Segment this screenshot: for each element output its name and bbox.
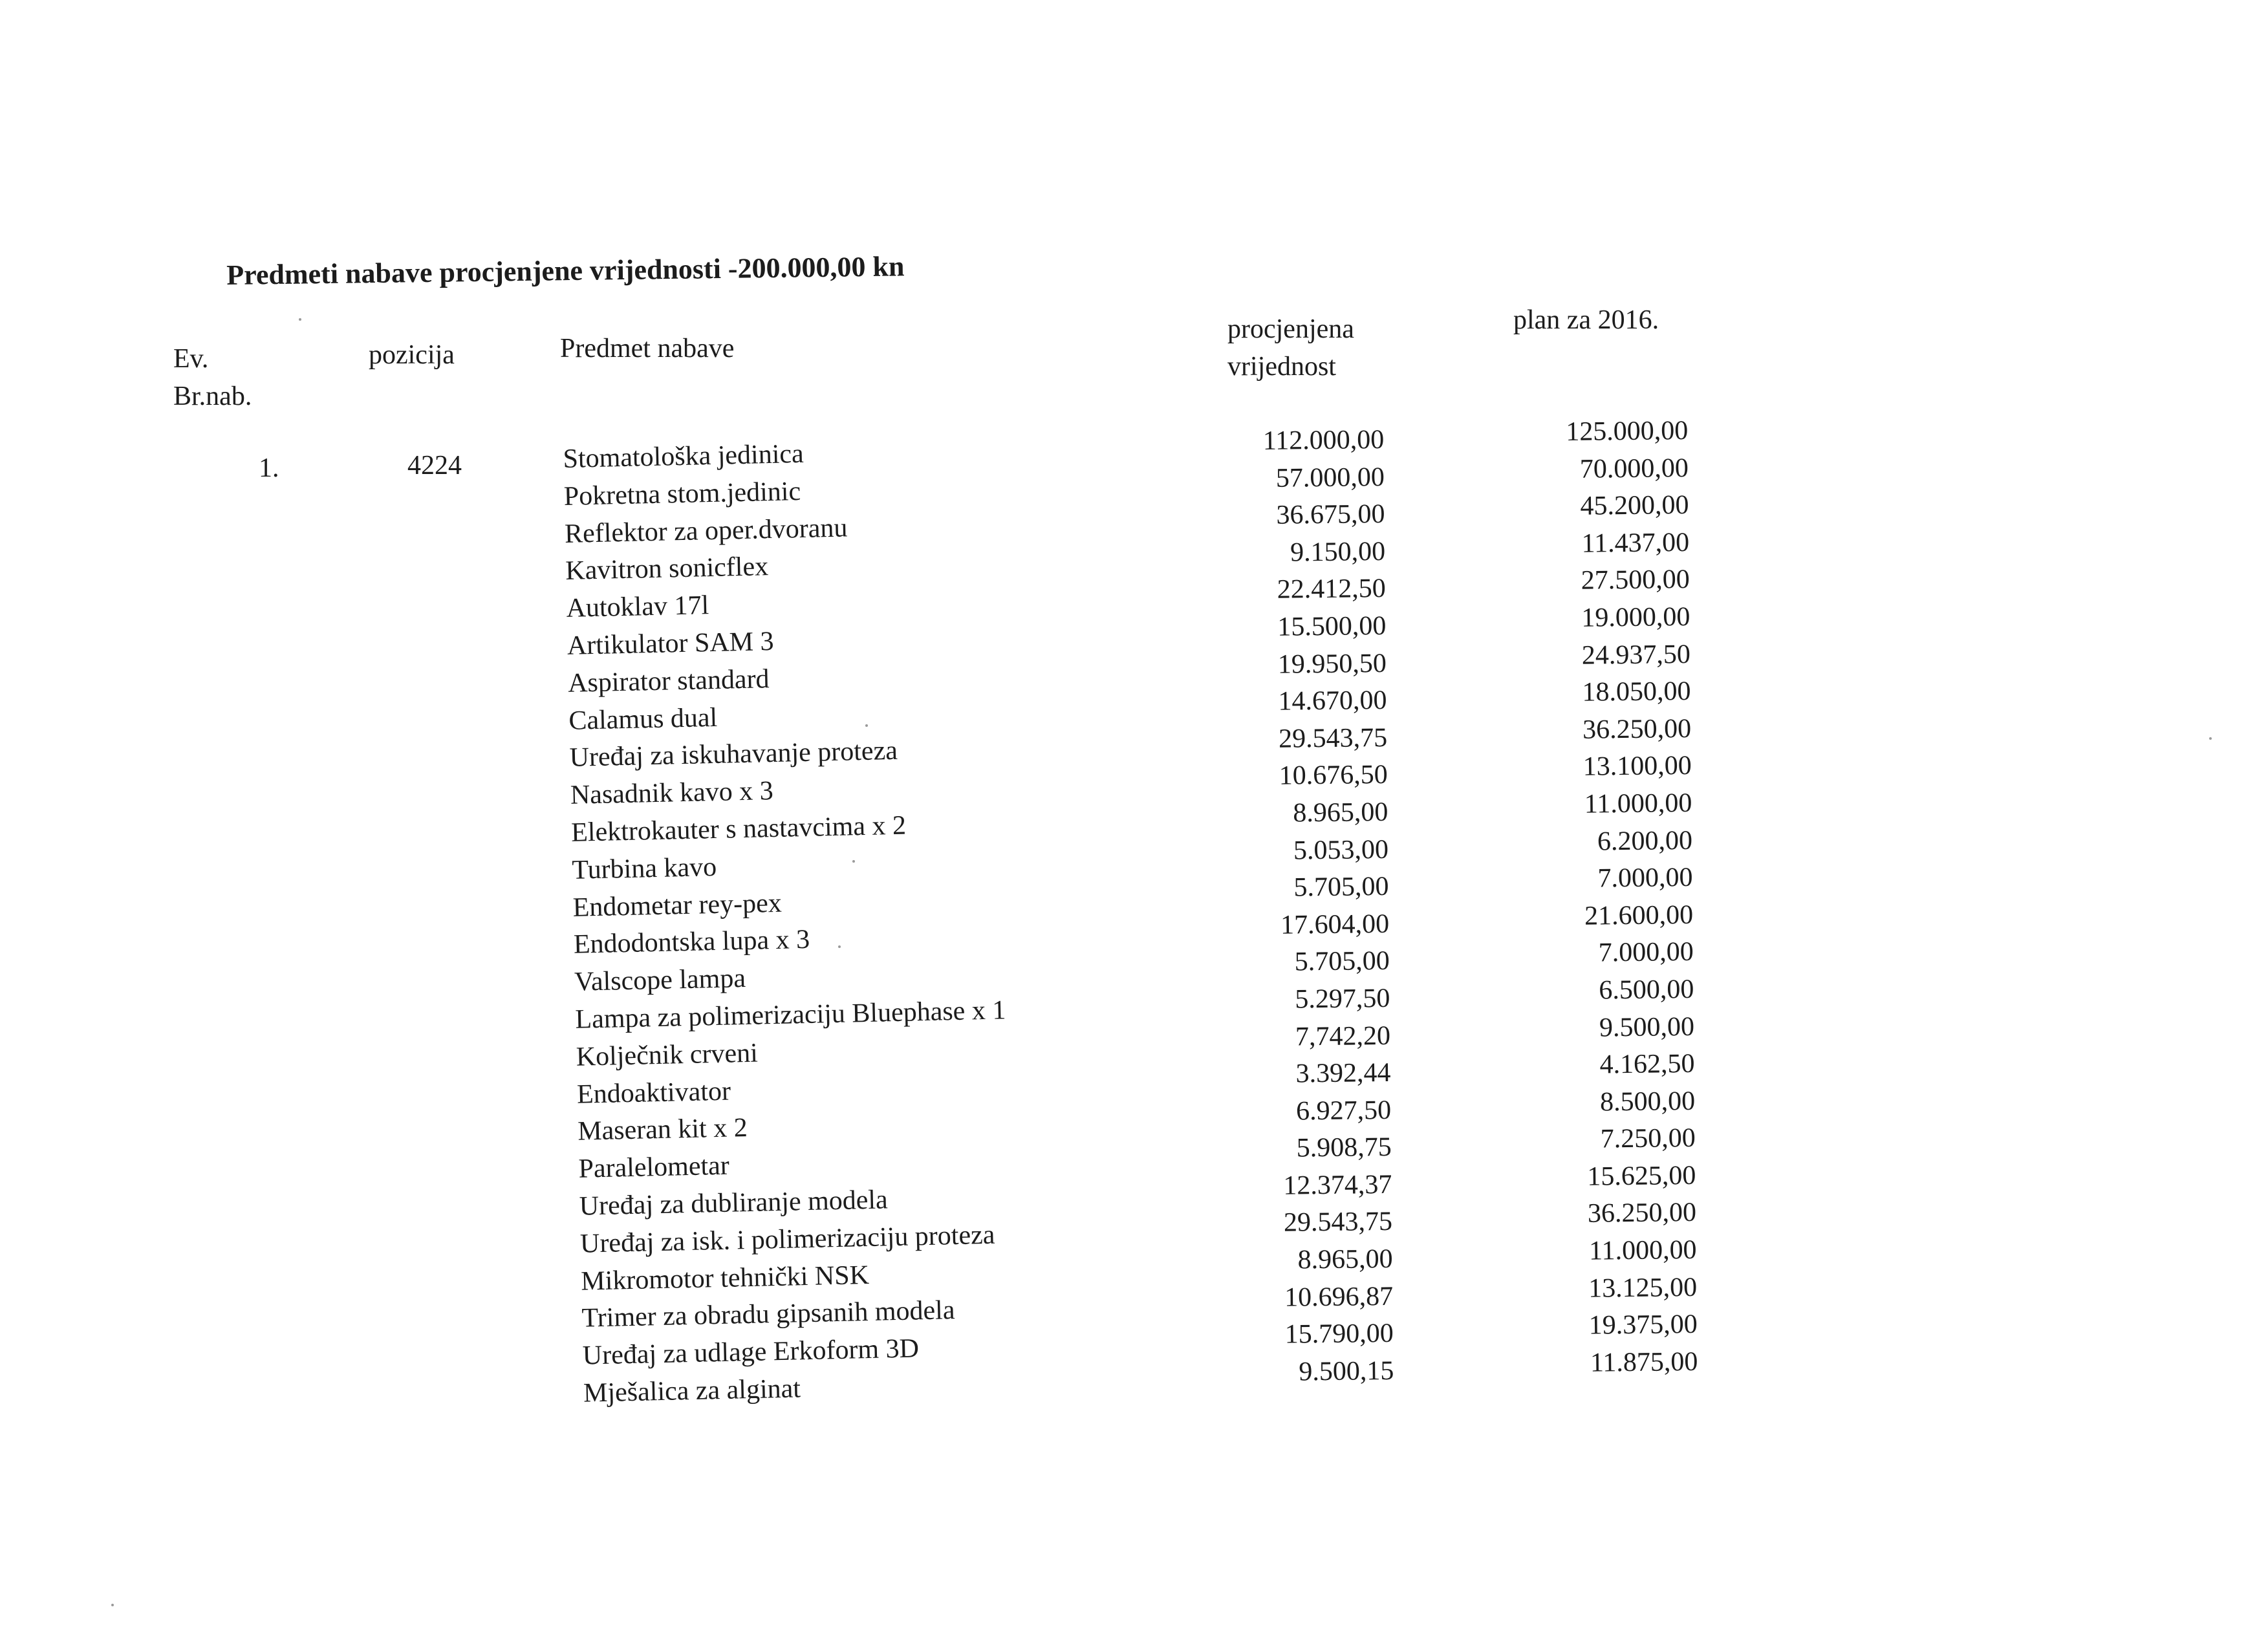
plan-value: 70.000,00 <box>1579 453 1689 484</box>
plan-value: 11.875,00 <box>1590 1346 1698 1378</box>
procjenjena-value: 19.950,50 <box>1277 648 1387 680</box>
plan-value: 125.000,00 <box>1566 415 1689 447</box>
header-pozicija: pozicija <box>369 340 455 370</box>
plan-value: 27.500,00 <box>1581 565 1690 596</box>
plan-value: 15.625,00 <box>1587 1160 1696 1192</box>
plan-value: 7.250,00 <box>1600 1123 1696 1154</box>
header-procjenjena-line2: vrijednost <box>1227 352 1336 382</box>
item-name: Nasadnik kavo x 3 <box>570 776 774 811</box>
procjenjena-value: 5.908,75 <box>1296 1132 1392 1163</box>
procjenjena-value: 22.412,50 <box>1277 574 1386 605</box>
plan-value: 4.162,50 <box>1599 1049 1695 1080</box>
item-name: Autoklav 17l <box>566 590 709 624</box>
plan-value: 36.250,00 <box>1582 713 1692 745</box>
header-ev-line1: Ev. <box>173 344 209 374</box>
item-name: Uređaj za udlage Erkoform 3D <box>582 1333 920 1371</box>
document-title: Predmeti nabave procjenjene vrijednosti -200.000,00 kn <box>226 250 905 291</box>
procjenjena-value: 14.670,00 <box>1278 685 1387 717</box>
plan-value: 9.500,00 <box>1599 1011 1695 1042</box>
plan-value: 19.375,00 <box>1588 1310 1698 1341</box>
procjenjena-value: 29.543,75 <box>1278 722 1388 754</box>
item-name: Uređaj za dubliranje modela <box>579 1185 889 1222</box>
scan-speck <box>299 318 301 321</box>
plan-value: 13.125,00 <box>1588 1272 1698 1304</box>
item-name: Mješalica za alginat <box>583 1374 801 1408</box>
item-name: Endoaktivator <box>576 1076 731 1110</box>
procjenjena-value: 6.927,50 <box>1295 1095 1392 1126</box>
row-pozicija: 4224 <box>407 451 462 480</box>
procjenjena-value: 5.705,00 <box>1293 872 1389 903</box>
item-name: Endometar rey-pex <box>572 888 783 923</box>
item-name: Turbina kavo <box>571 852 717 885</box>
procjenjena-value: 57.000,00 <box>1275 462 1385 493</box>
procjenjena-value: 29.543,75 <box>1283 1207 1393 1238</box>
plan-value: 21.600,00 <box>1584 900 1694 931</box>
item-name: Pokretna stom.jedinic <box>563 476 801 512</box>
header-procjenjena-vrijednost <box>1227 310 1354 385</box>
procjenjena-value: 36.675,00 <box>1276 499 1385 530</box>
item-name: Valscope lampa <box>574 964 746 997</box>
item-name: Aspirator standard <box>567 663 770 698</box>
plan-value: 11.000,00 <box>1588 1234 1697 1266</box>
procjenjena-value: 7,742,20 <box>1295 1020 1391 1051</box>
procjenjena-value: 10.676,50 <box>1279 760 1388 792</box>
plan-value: 13.100,00 <box>1582 751 1692 782</box>
procjenjena-column <box>1209 422 1394 1392</box>
procjenjena-value: 10.696,87 <box>1284 1281 1394 1313</box>
procjenjena-value: 3.392,44 <box>1295 1058 1391 1089</box>
plan-value: 6.500,00 <box>1599 974 1694 1006</box>
procjenjena-value: 5.053,00 <box>1293 834 1389 866</box>
header-plan-2016: plan za 2016. <box>1513 305 1659 335</box>
plan-value: 7.000,00 <box>1597 863 1693 894</box>
procjenjena-value: 5.297,50 <box>1295 983 1390 1015</box>
scan-speck <box>2209 737 2212 740</box>
procjenjena-value: 12.374,37 <box>1283 1169 1392 1201</box>
item-name: Maseran kit x 2 <box>577 1113 748 1147</box>
procjenjena-value: 5.705,00 <box>1294 946 1390 977</box>
item-name: Stomatološka jedinica <box>563 438 805 474</box>
plan-value: 36.250,00 <box>1587 1198 1697 1229</box>
scan-speck <box>111 1604 114 1606</box>
scan-speck <box>838 945 841 948</box>
item-name: Elektrokauter s nastavcima x 2 <box>570 810 907 848</box>
header-procjenjena-line1: procjenjena <box>1227 314 1354 344</box>
plan-value: 45.200,00 <box>1580 490 1689 521</box>
item-name: Mikromotor tehnički NSK <box>580 1260 870 1297</box>
plan-value: 11.000,00 <box>1584 788 1692 819</box>
procjenjena-value: 112.000,00 <box>1262 424 1385 456</box>
item-name: Trimer za obradu gipsanih modela <box>581 1295 955 1333</box>
plan-column <box>1487 413 1698 1383</box>
procjenjena-value: 15.500,00 <box>1277 610 1387 642</box>
item-name: Uređaj za isk. i polimerizaciju proteza <box>579 1220 995 1259</box>
item-name: Calamus dual <box>568 702 718 736</box>
item-name: Kavitron sonicflex <box>565 552 769 587</box>
procjenjena-value: 17.604,00 <box>1280 909 1390 940</box>
item-name: Paralelometar <box>578 1150 730 1184</box>
scan-speck <box>865 724 868 727</box>
procjenjena-value: 9.150,00 <box>1290 536 1386 568</box>
items-column <box>563 431 1015 1412</box>
item-name: Reflektor za oper.dvoranu <box>564 513 848 549</box>
row-ev-number: 1. <box>259 453 279 483</box>
plan-value: 6.200,00 <box>1597 825 1693 857</box>
header-ev-br-nab <box>173 340 252 415</box>
scan-speck <box>852 860 855 863</box>
plan-value: 7.000,00 <box>1598 937 1694 968</box>
plan-value: 8.500,00 <box>1599 1086 1696 1117</box>
procjenjena-value: 9.500,15 <box>1299 1355 1394 1387</box>
plan-value: 24.937,50 <box>1581 639 1691 671</box>
item-name: Uređaj za iskuhavanje proteza <box>569 736 898 773</box>
header-predmet-nabave: Predmet nabave <box>560 334 735 363</box>
plan-value: 18.050,00 <box>1582 676 1691 707</box>
procjenjena-value: 15.790,00 <box>1284 1319 1394 1350</box>
procjenjena-value: 8.965,00 <box>1297 1244 1393 1275</box>
item-name: Lampa za polimerizaciju Bluephase x 1 <box>575 995 1006 1035</box>
item-name: Kolječnik crveni <box>576 1038 759 1072</box>
plan-value: 11.437,00 <box>1581 527 1690 559</box>
item-name: Artikulator SAM 3 <box>567 626 774 661</box>
procjenjena-value: 8.965,00 <box>1293 797 1388 828</box>
plan-value: 19.000,00 <box>1581 601 1690 633</box>
header-ev-line2: Br.nab. <box>173 382 252 411</box>
item-name: Endodontska lupa x 3 <box>573 925 810 960</box>
